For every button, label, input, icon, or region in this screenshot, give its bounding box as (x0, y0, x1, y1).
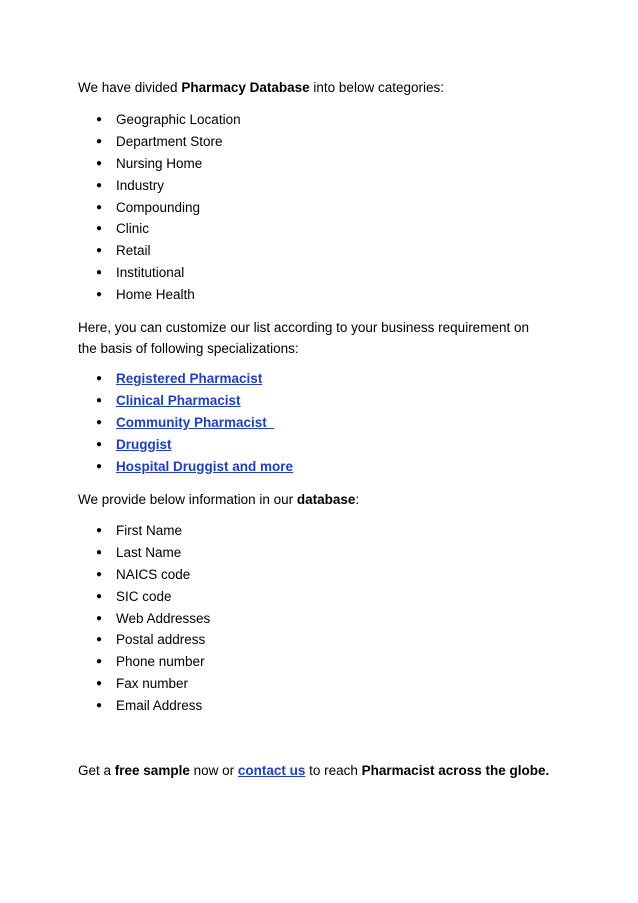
bullet-icon: ● (96, 373, 103, 384)
list-item (0, 673, 210, 695)
list-item (0, 564, 210, 586)
list-item-text: Phone number (116, 654, 205, 670)
list-item (0, 412, 293, 434)
druggist-link[interactable]: Druggist (116, 436, 172, 452)
bullet-icon: ● (96, 568, 103, 580)
bullet-icon: ● (96, 525, 103, 536)
list-item (0, 586, 210, 608)
intro-prefix: We have divided (78, 80, 182, 95)
list-item (0, 109, 241, 131)
bullet-icon: ● (96, 394, 103, 406)
hospital-druggist-link[interactable]: Hospital Druggist and more (116, 458, 294, 474)
list-item-text: Nursing Home (116, 155, 203, 171)
list-item-text: Compounding (116, 199, 201, 215)
info-intro-suffix: : (355, 492, 360, 507)
list-item (0, 695, 210, 717)
bullet-icon: ● (96, 634, 103, 646)
cta-part1: Get a (78, 763, 115, 778)
list-item-text: Department Store (116, 133, 223, 149)
bullet-icon: ● (96, 289, 103, 301)
list-item-text: Geographic Location (116, 112, 241, 127)
list-item (0, 175, 241, 197)
cta-part3: to reach (305, 763, 362, 778)
bullet-icon: ● (96, 157, 103, 169)
list-item-text: First Name (116, 523, 183, 538)
cta-bold-ending: Pharmacist across the globe. (361, 763, 550, 778)
bullet-icon: ● (96, 223, 103, 235)
bullet-icon: ● (96, 135, 103, 147)
list-item-text: Fax number (116, 676, 189, 692)
bullet-icon: ● (96, 416, 103, 428)
list-item (0, 629, 210, 651)
bullet-icon: ● (96, 460, 103, 472)
list-item-text: Last Name (116, 544, 182, 560)
list-item (0, 262, 241, 284)
list-item-text: NAICS code (116, 566, 191, 582)
list-item-text: Web Addresses (116, 610, 211, 626)
bullet-icon: ● (96, 612, 103, 624)
contact-us-link[interactable]: contact us (237, 763, 306, 778)
cta-part2: now or (189, 763, 238, 778)
bullet-icon: ● (96, 546, 103, 558)
list-item (0, 197, 241, 219)
specialization-intro: Here, you can customize our list according to your business requirement on the basis of following specializations: (78, 320, 529, 356)
list-item (0, 608, 210, 630)
list-item-text: Postal address (116, 632, 206, 648)
list-item (0, 520, 210, 542)
bullet-icon: ● (96, 267, 103, 279)
registered-pharmacist-link[interactable]: Registered Pharmacist (116, 371, 263, 386)
intro-paragraph (78, 77, 444, 98)
categories-list (0, 109, 241, 306)
cta-paragraph (78, 760, 549, 781)
bullet-icon: ● (96, 114, 103, 125)
list-item (0, 434, 293, 456)
bullet-icon: ● (96, 656, 103, 668)
list-item (0, 218, 241, 240)
bullet-icon: ● (96, 179, 103, 191)
specializations-list (0, 368, 293, 477)
info-intro-paragraph (78, 489, 359, 510)
bullet-icon: ● (96, 245, 103, 257)
bullet-icon: ● (96, 590, 103, 602)
clinical-pharmacist-link[interactable]: Clinical Pharmacist (116, 392, 241, 408)
list-item (0, 153, 241, 175)
list-item (0, 456, 293, 478)
list-item-text: Retail (116, 243, 151, 259)
info-intro-bold: database (296, 492, 356, 507)
free-sample-text: free sample (114, 763, 190, 778)
list-item-text: Email Address (116, 698, 203, 714)
bullet-icon: ● (96, 201, 103, 213)
list-item (0, 131, 241, 153)
list-item (0, 651, 210, 673)
list-item-text: Institutional (116, 265, 185, 281)
info-intro-prefix: We provide below information in our (78, 492, 297, 507)
intro-bold: Pharmacy Database (181, 80, 310, 95)
list-item-text: SIC code (116, 588, 172, 604)
list-item-text: Home Health (116, 287, 195, 303)
intro-suffix: into below categories: (309, 80, 444, 95)
list-item (0, 368, 293, 390)
list-item-text: Industry (116, 177, 165, 193)
bullet-icon: ● (96, 438, 103, 450)
list-item (0, 390, 293, 412)
list-item (0, 284, 241, 306)
list-item (0, 240, 241, 262)
list-item-text: Clinic (116, 221, 150, 237)
bullet-icon: ● (96, 700, 103, 712)
fields-list (0, 520, 210, 717)
community-pharmacist-link[interactable]: Community Pharmacist (116, 414, 275, 430)
list-item (0, 542, 210, 564)
bullet-icon: ● (96, 678, 103, 690)
